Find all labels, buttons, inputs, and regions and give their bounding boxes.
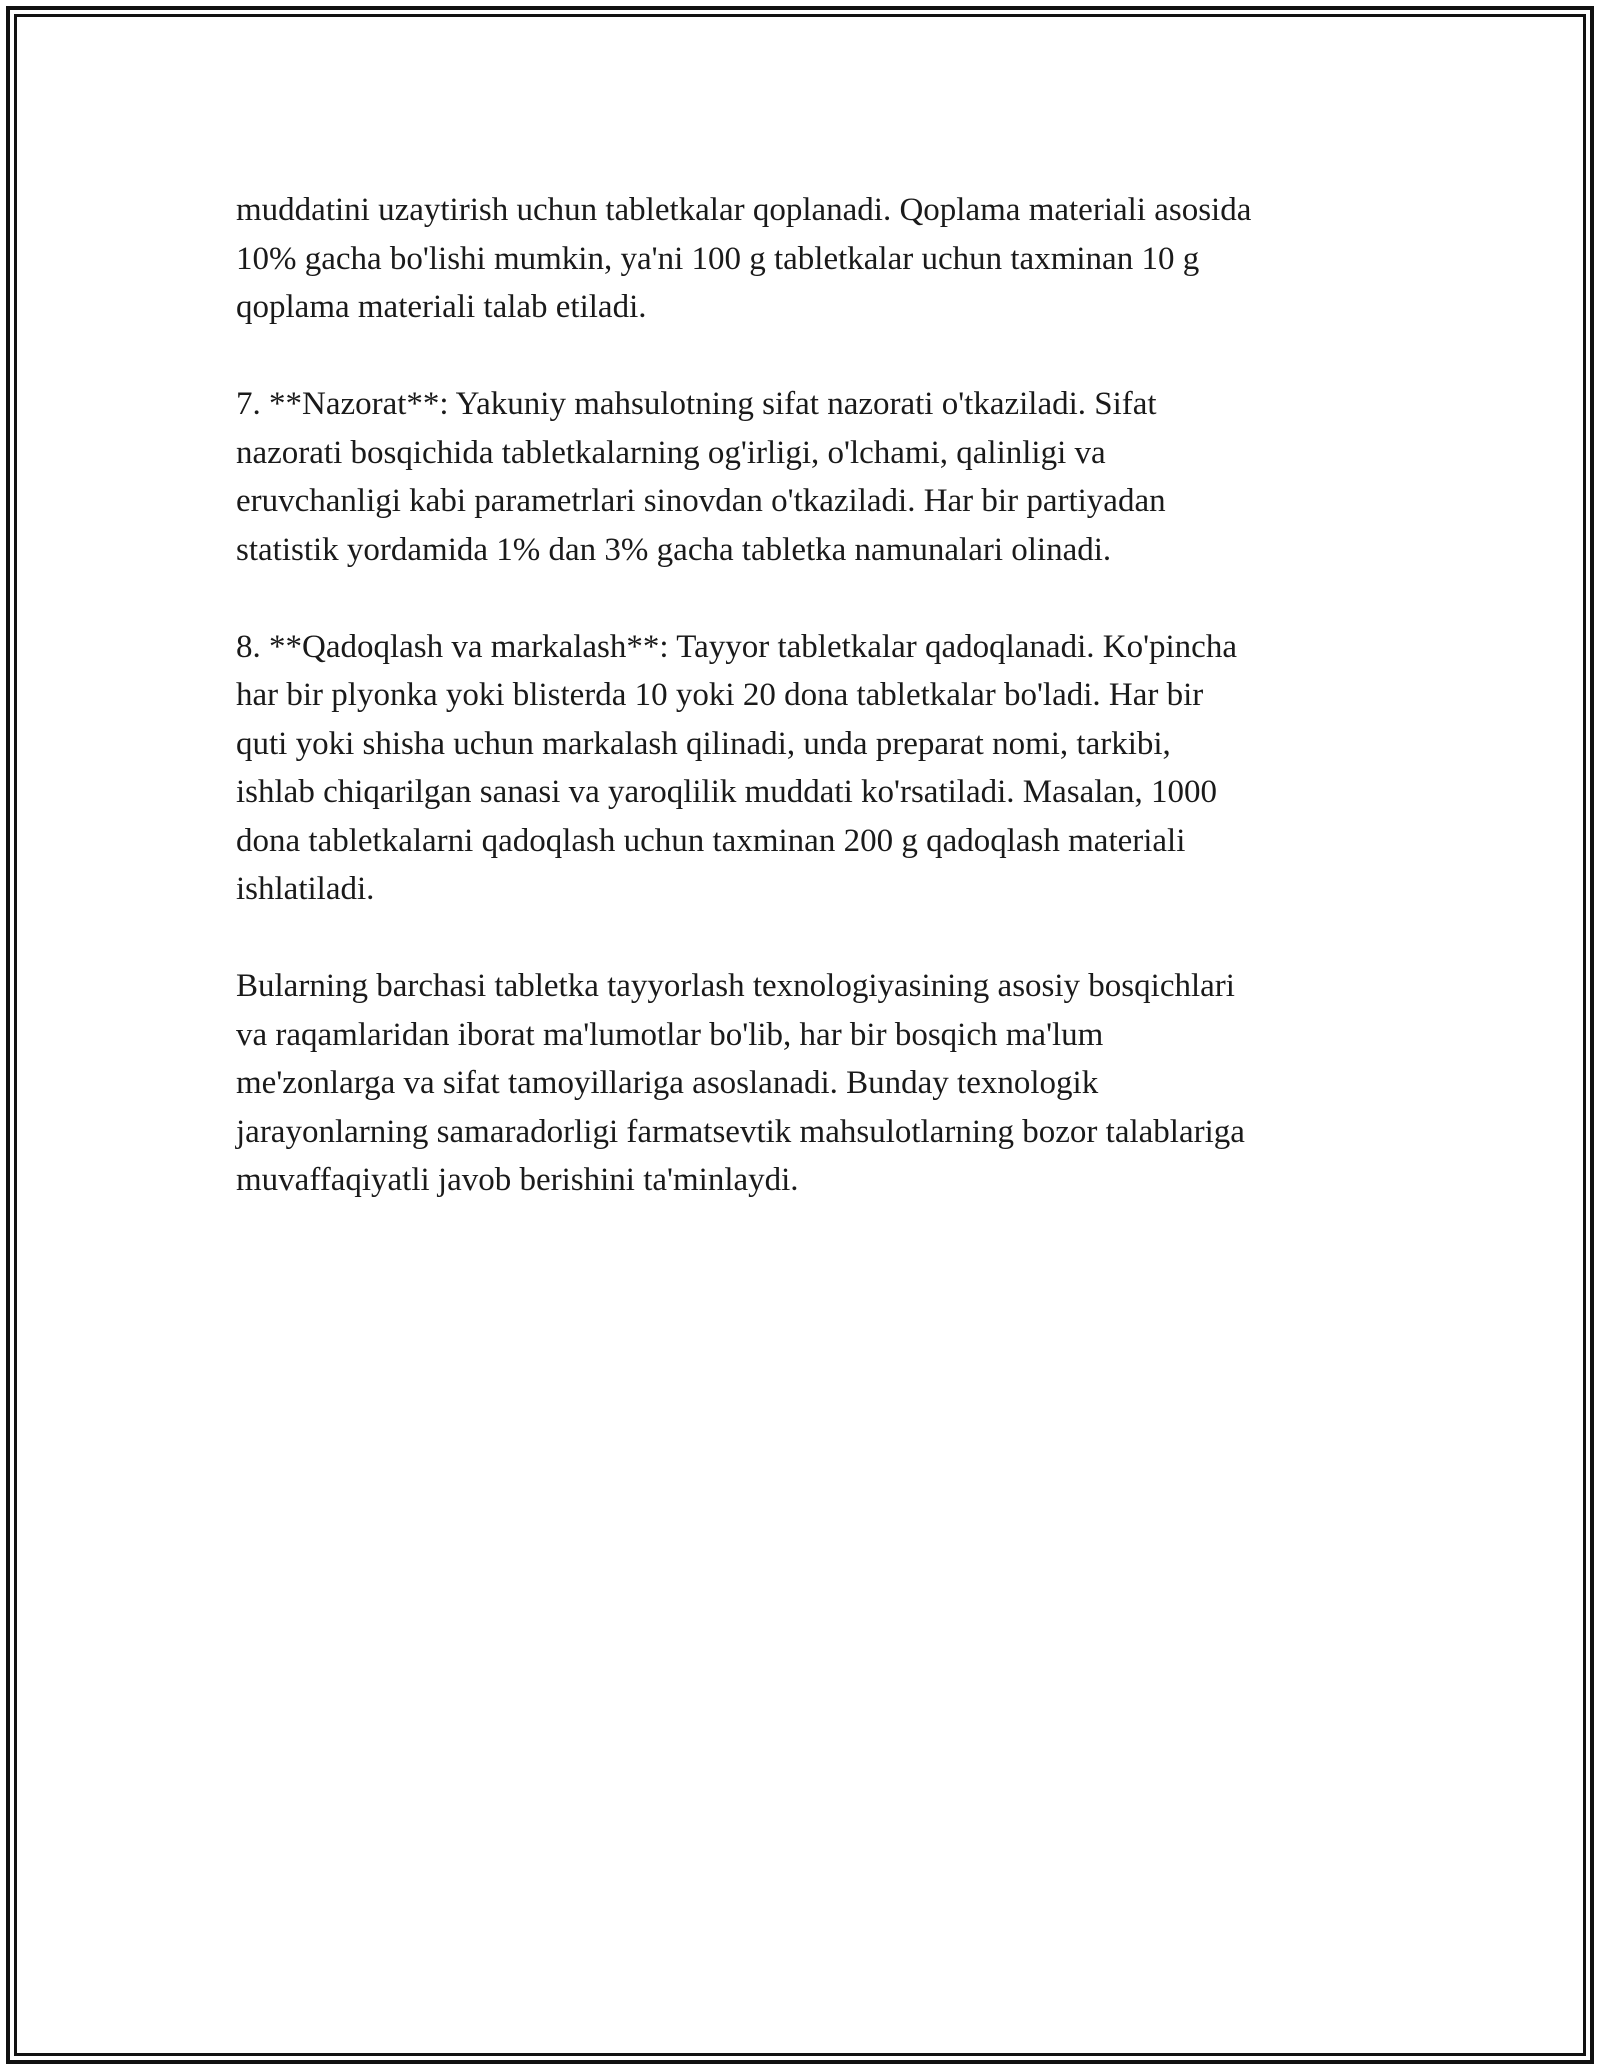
paragraph-packaging: 8. **Qadoqlash va markalash**: Tayyor tabletkalar qadoqlanadi. Ko'pincha har bir plyonka yoki blisterda 10 yoki 20 dona tabletkalar bo'ladi. Har bir quti yoki shisha uchun markalash qilinadi, unda preparat nomi, tarkibi, ishlab chiqarilgan sanasi va yaroqlilik muddati ko'rsatiladi. Masalan, 1000 dona tabletkalarni qadoqlash uchun taxminan 200 g qadoqlash materiali ishlatiladi. bbox=[236, 628, 1237, 907]
paragraph-coating: muddatini uzaytirish uchun tabletkalar qoplanadi. Qoplama materiali asosida 10% gacha bo'lishi mumkin, ya'ni 100 g tabletkalar uchun taxminan 10 g qoplama materiali talab etiladi. bbox=[236, 192, 1252, 325]
paragraph-control: 7. **Nazorat**: Yakuniy mahsulotning sifat nazorati o'tkaziladi. Sifat nazorati bosqichida tabletkalarning og'irligi, o'lchami, qalinligi va eruvchanligi kabi parametrlari sinovdan o'tkaziladi. Har bir partiyadan statistik yordamida 1% dan 3% gacha tabletka namunalari olinadi. bbox=[236, 386, 1166, 568]
document-body bbox=[236, 186, 1376, 1253]
paragraph-summary: Bularning barchasi tabletka tayyorlash texnologiyasining asosiy bosqichlari va raqamlaridan iborat ma'lumotlar bo'lib, har bir bosqich ma'lum me'zonlarga va sifat tamoyillariga asoslanadi. Bunday texnologik jarayonlarning samaradorligi farmatsevtik mahsulotlarning bozor talablariga muvaffaqiyatli javob berishini ta'minlaydi. bbox=[236, 968, 1245, 1198]
